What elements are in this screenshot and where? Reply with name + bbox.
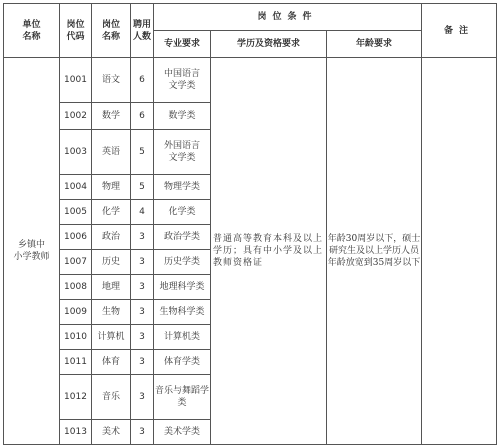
hire-count-cell: 5 (131, 175, 154, 200)
post-code-cell: 1012 (60, 375, 92, 420)
post-name-cell: 体育 (92, 350, 131, 375)
header-post: 岗位 名称 (92, 4, 131, 58)
header-conditions: 岗位条件 (154, 4, 422, 31)
unit-name-cell: 乡镇中 小学教师 (4, 58, 60, 445)
header-count: 聘用 人数 (131, 4, 154, 58)
hire-count-cell: 3 (131, 375, 154, 420)
header-note: 备注 (422, 4, 497, 58)
header-unit: 单位 名称 (4, 4, 60, 58)
post-name-cell: 历史 (92, 250, 131, 275)
post-name-cell: 语文 (92, 58, 131, 103)
age-requirement-cell: 年龄30周岁以下，硕士研究生及以上学历人员年龄放宽到35周岁以下 (327, 58, 422, 445)
major-requirement-cell: 历史学类 (154, 250, 211, 275)
major-requirement-cell: 美术学类 (154, 420, 211, 445)
header-code: 岗位 代码 (60, 4, 92, 58)
post-name-cell: 地理 (92, 275, 131, 300)
hire-count-cell: 3 (131, 225, 154, 250)
header-major: 专业要求 (154, 31, 211, 58)
major-requirement-cell: 化学类 (154, 200, 211, 225)
major-requirement-cell: 物理学类 (154, 175, 211, 200)
post-name-cell: 政治 (92, 225, 131, 250)
hire-count-cell: 3 (131, 325, 154, 350)
post-code-cell: 1005 (60, 200, 92, 225)
post-code-cell: 1013 (60, 420, 92, 445)
major-requirement-cell: 地理科学类 (154, 275, 211, 300)
post-code-cell: 1011 (60, 350, 92, 375)
post-code-cell: 1010 (60, 325, 92, 350)
post-name-cell: 英语 (92, 130, 131, 175)
hire-count-cell: 5 (131, 130, 154, 175)
post-code-cell: 1009 (60, 300, 92, 325)
post-name-cell: 物理 (92, 175, 131, 200)
major-requirement-cell: 计算机类 (154, 325, 211, 350)
post-code-cell: 1003 (60, 130, 92, 175)
education-requirement-cell: 普通高等教育本科及以上学历；具有中小学及以上教师资格证 (211, 58, 327, 445)
header-row-top (4, 4, 497, 31)
major-requirement-cell: 中国语言 文学类 (154, 58, 211, 103)
major-requirement-cell: 政治学类 (154, 225, 211, 250)
note-cell (422, 58, 497, 445)
hire-count-cell: 6 (131, 58, 154, 103)
post-code-cell: 1002 (60, 103, 92, 130)
post-name-cell: 数学 (92, 103, 131, 130)
hire-count-cell: 6 (131, 103, 154, 130)
post-code-cell: 1001 (60, 58, 92, 103)
major-requirement-cell: 数学类 (154, 103, 211, 130)
major-requirement-cell: 外国语言 文学类 (154, 130, 211, 175)
hire-count-cell: 3 (131, 275, 154, 300)
hire-count-cell: 3 (131, 420, 154, 445)
hire-count-cell: 3 (131, 250, 154, 275)
post-code-cell: 1007 (60, 250, 92, 275)
hire-count-cell: 3 (131, 300, 154, 325)
post-code-cell: 1006 (60, 225, 92, 250)
major-requirement-cell: 生物科学类 (154, 300, 211, 325)
post-code-cell: 1004 (60, 175, 92, 200)
post-name-cell: 化学 (92, 200, 131, 225)
post-name-cell: 音乐 (92, 375, 131, 420)
post-name-cell: 生物 (92, 300, 131, 325)
hire-count-cell: 4 (131, 200, 154, 225)
post-code-cell: 1008 (60, 275, 92, 300)
major-requirement-cell: 体育学类 (154, 350, 211, 375)
table-row (4, 58, 497, 103)
recruitment-table (3, 3, 497, 445)
post-name-cell: 计算机 (92, 325, 131, 350)
header-education: 学历及资格要求 (211, 31, 327, 58)
post-name-cell: 美术 (92, 420, 131, 445)
hire-count-cell: 3 (131, 350, 154, 375)
major-requirement-cell: 音乐与舞蹈学 类 (154, 375, 211, 420)
header-age: 年龄要求 (327, 31, 422, 58)
